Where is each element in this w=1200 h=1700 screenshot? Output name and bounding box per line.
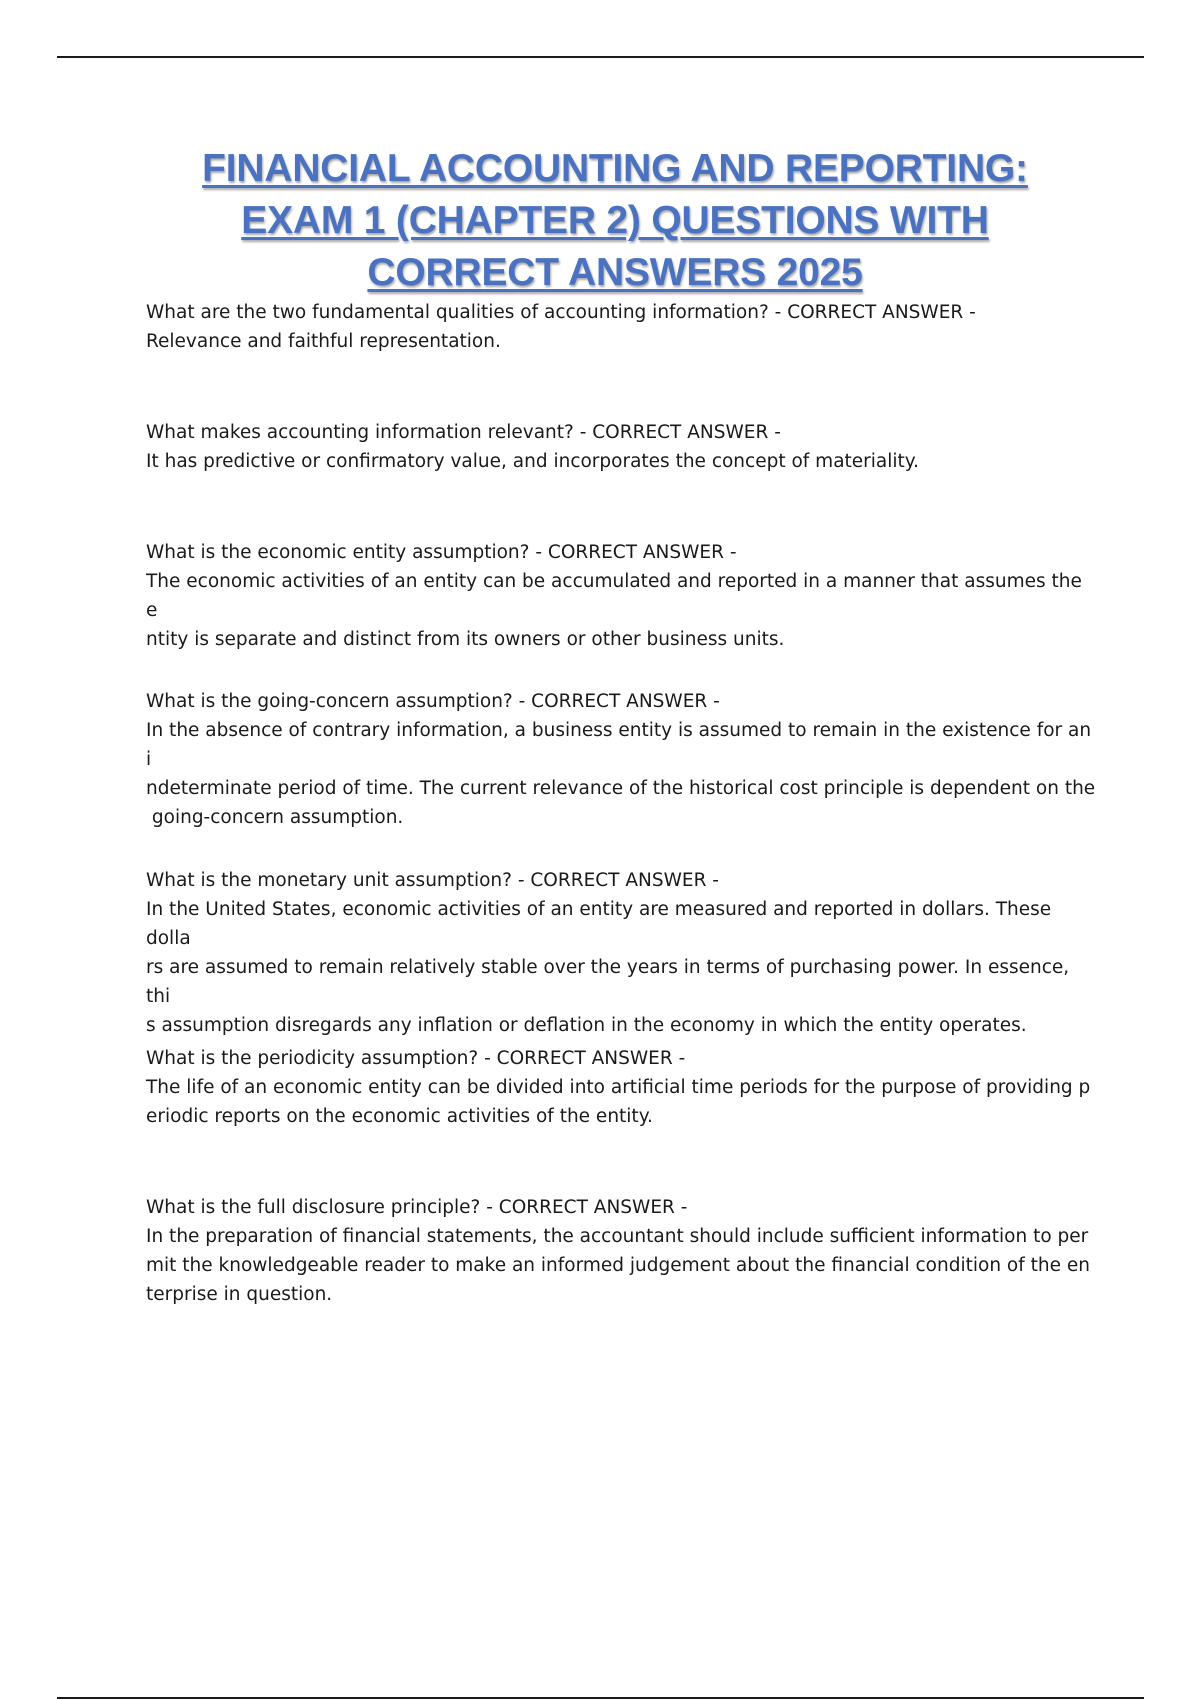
answer-line: Relevance and faithful representation. <box>146 331 501 352</box>
qa-item-6 <box>146 1044 1096 1131</box>
answer-line: going-concern assumption. <box>146 807 404 828</box>
document-title <box>120 143 1110 299</box>
bottom-rule <box>57 1697 1144 1699</box>
question-text: What is the economic entity assumption? - CORRECT ANSWER - <box>146 542 737 563</box>
qa-item-5 <box>146 866 1096 1040</box>
answer-line: The economic activities of an entity can be accumulated and reported in a manner that assumes the e <box>146 571 1088 621</box>
question-text: What is the going-concern assumption? - CORRECT ANSWER - <box>146 691 720 712</box>
qa-item-2 <box>146 418 1096 476</box>
answer-line: ntity is separate and distinct from its owners or other business units. <box>146 629 785 650</box>
answer-line: rs are assumed to remain relatively stable over the years in terms of purchasing power. In essence, thi <box>146 957 1076 1007</box>
title-line-3: CORRECT ANSWERS 2025 <box>367 251 863 294</box>
answer-line: The life of an economic entity can be divided into artificial time periods for the purpose of providing p <box>146 1077 1091 1098</box>
title-line-1: FINANCIAL ACCOUNTING AND REPORTING: <box>202 147 1028 190</box>
question-text: What is the full disclosure principle? - CORRECT ANSWER - <box>146 1197 688 1218</box>
answer-line: ndeterminate period of time. The current relevance of the historical cost principle is dependent on the <box>146 778 1096 799</box>
answer-line: It has predictive or confirmatory value, and incorporates the concept of materiality. <box>146 451 919 472</box>
top-rule <box>57 56 1144 58</box>
question-text: What are the two fundamental qualities of accounting information? - CORRECT ANSWER - <box>146 302 976 323</box>
question-text: What is the monetary unit assumption? - CORRECT ANSWER - <box>146 870 719 891</box>
answer-line: eriodic reports on the economic activities of the entity. <box>146 1106 653 1127</box>
answer-line: mit the knowledgeable reader to make an informed judgement about the financial condition of the en <box>146 1255 1090 1276</box>
qa-item-3 <box>146 538 1096 654</box>
qa-item-1 <box>146 298 1096 356</box>
answer-line: In the preparation of financial statements, the accountant should include sufficient information to per <box>146 1226 1089 1247</box>
qa-item-4 <box>146 687 1096 832</box>
question-text: What makes accounting information relevant? - CORRECT ANSWER - <box>146 422 781 443</box>
answer-line: In the United States, economic activities of an entity are measured and reported in dollars. These dolla <box>146 899 1058 949</box>
answer-line: terprise in question. <box>146 1284 333 1305</box>
answer-line: s assumption disregards any inflation or deflation in the economy in which the entity operates. <box>146 1015 1027 1036</box>
question-text: What is the periodicity assumption? - CORRECT ANSWER - <box>146 1048 686 1069</box>
qa-item-7 <box>146 1193 1096 1309</box>
title-line-2: EXAM 1 (CHAPTER 2) QUESTIONS WITH <box>241 199 989 242</box>
answer-line: In the absence of contrary information, a business entity is assumed to remain in the existence for an i <box>146 720 1097 770</box>
